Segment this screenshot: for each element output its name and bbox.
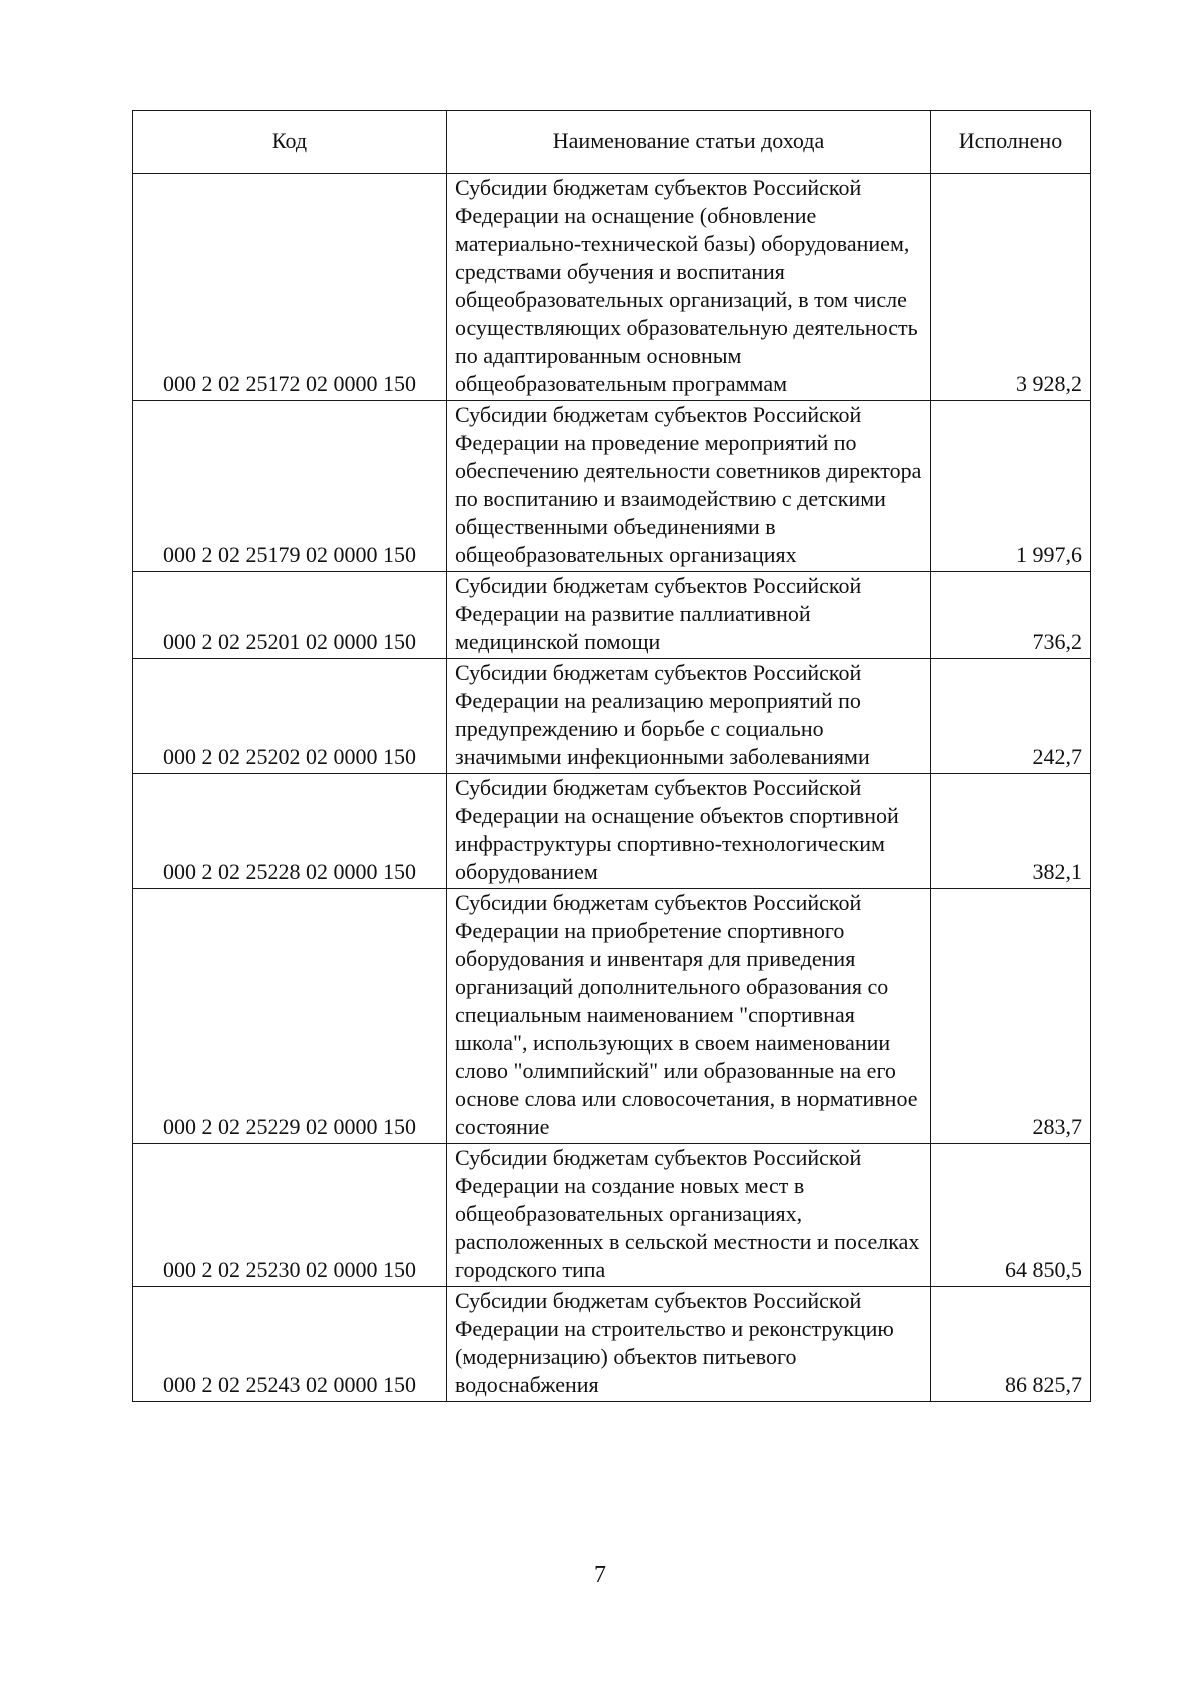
table-row	[133, 659, 1091, 774]
header-name: Наименование статьи дохода	[447, 111, 931, 174]
row-name: Субсидии бюджетам субъектов Российской Федерации на оснащение объектов спортивной инфраструктуры спортивно-технологическим оборудованием	[447, 774, 931, 889]
page-number: 7	[594, 1562, 606, 1588]
table-row	[133, 889, 1091, 1144]
row-amount: 64 850,5	[931, 1144, 1091, 1287]
header-amount: Исполнено	[931, 111, 1091, 174]
row-amount: 283,7	[931, 889, 1091, 1144]
row-amount: 382,1	[931, 774, 1091, 889]
header-code: Код	[133, 111, 447, 174]
row-code: 000 2 02 25202 02 0000 150	[133, 659, 447, 774]
row-name: Субсидии бюджетам субъектов Российской Федерации на приобретение спортивного оборудования и инвентаря для приведения организаций дополнительного образования со специальным наименованием "спортивная школа", использующих в своем наименовании слово "олимпийский" или образованные на его основе слова или словосочетания, в нормативное состояние	[447, 889, 931, 1144]
row-code: 000 2 02 25172 02 0000 150	[133, 174, 447, 401]
table-row	[133, 1144, 1091, 1287]
row-amount: 1 997,6	[931, 401, 1091, 572]
row-code: 000 2 02 25201 02 0000 150	[133, 572, 447, 659]
table-row	[133, 572, 1091, 659]
table-row	[133, 774, 1091, 889]
revenue-table	[132, 110, 1091, 1402]
row-code: 000 2 02 25230 02 0000 150	[133, 1144, 447, 1287]
row-code: 000 2 02 25229 02 0000 150	[133, 889, 447, 1144]
table-row	[133, 401, 1091, 572]
row-name: Субсидии бюджетам субъектов Российской Федерации на реализацию мероприятий по предупреждению и борьбе с социально значимыми инфекционными заболеваниями	[447, 659, 931, 774]
row-name: Субсидии бюджетам субъектов Российской Федерации на создание новых мест в общеобразовательных организациях, расположенных в сельской местности и поселках городского типа	[447, 1144, 931, 1287]
row-name: Субсидии бюджетам субъектов Российской Федерации на развитие паллиативной медицинской помощи	[447, 572, 931, 659]
row-amount: 3 928,2	[931, 174, 1091, 401]
row-amount: 86 825,7	[931, 1287, 1091, 1402]
table-header-row	[133, 111, 1091, 174]
table-row	[133, 1287, 1091, 1402]
table-row	[133, 174, 1091, 401]
row-name: Субсидии бюджетам субъектов Российской Федерации на строительство и реконструкцию (модернизацию) объектов питьевого водоснабжения	[447, 1287, 931, 1402]
row-code: 000 2 02 25228 02 0000 150	[133, 774, 447, 889]
row-name: Субсидии бюджетам субъектов Российской Федерации на проведение мероприятий по обеспечению деятельности советников директора по воспитанию и взаимодействию с детскими общественными объединениями в общеобразовательных организациях	[447, 401, 931, 572]
row-name: Субсидии бюджетам субъектов Российской Федерации на оснащение (обновление материально-технической базы) оборудованием, средствами обучения и воспитания общеобразовательных организаций, в том числе осуществляющих образовательную деятельность по адаптированным основным общеобразовательным программам	[447, 174, 931, 401]
row-code: 000 2 02 25243 02 0000 150	[133, 1287, 447, 1402]
row-amount: 736,2	[931, 572, 1091, 659]
row-amount: 242,7	[931, 659, 1091, 774]
row-code: 000 2 02 25179 02 0000 150	[133, 401, 447, 572]
